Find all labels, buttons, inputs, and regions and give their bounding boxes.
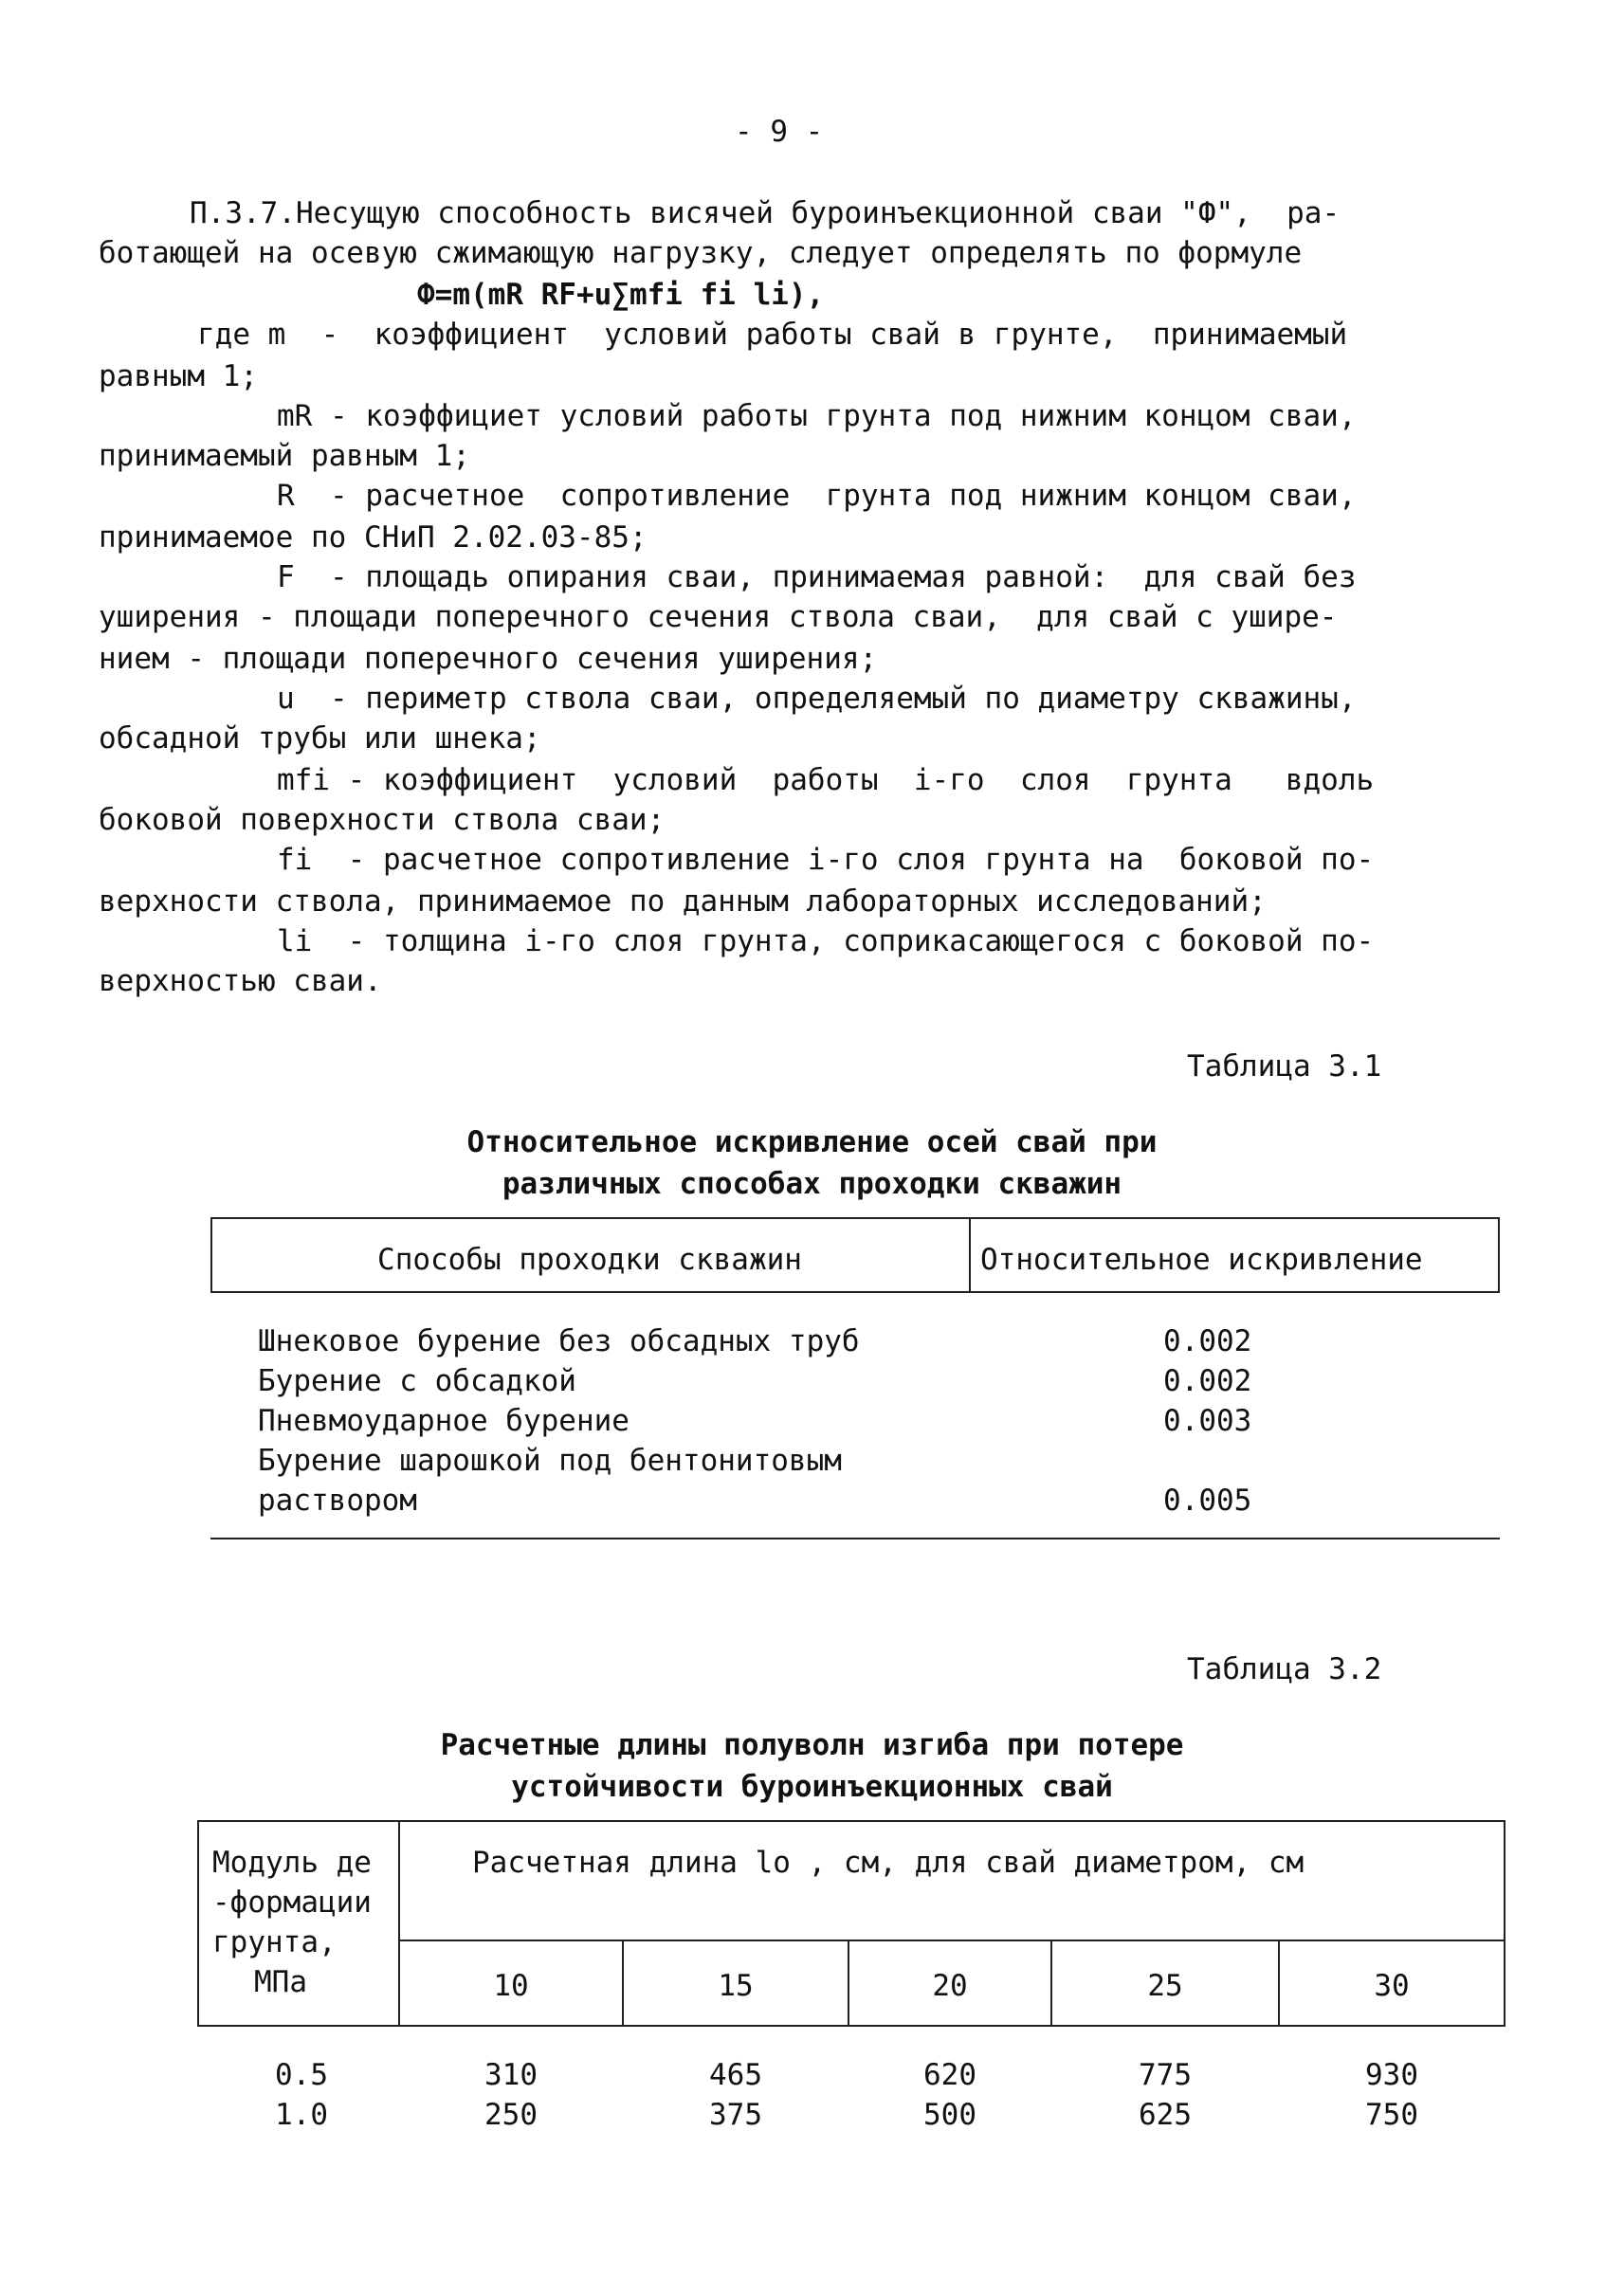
table2-top-border <box>197 1820 1505 1822</box>
table1 <box>210 1217 1500 1539</box>
table2-diameter-header: 30 <box>1374 1969 1410 2003</box>
table2-cell: 250 <box>484 2098 538 2132</box>
table2-first-header-line: Модуль де <box>212 1846 372 1880</box>
definition-mr-cont: принимаемый равным 1; <box>99 439 470 473</box>
table2-title-line1: Расчетные длины полуволн изгиба при потере <box>440 1728 1184 1762</box>
definition-r-cont: принимаемое по СНиП 2.02.03-85; <box>99 520 648 555</box>
formula: Ф=m(mR RF+u∑mfi fi li), <box>417 278 825 312</box>
paragraph-line-3: где m - коэффициент условий работы свай в грунте, принимаемый <box>197 318 1348 352</box>
table1-row-method: Шнековое бурение без обсадных труб <box>258 1324 860 1358</box>
table2-first-header-line: грунта, <box>212 1925 337 1959</box>
page-number: - 9 - <box>735 115 824 149</box>
table2-caption: Таблица 3.2 <box>1187 1652 1382 1686</box>
definition-mr-lead: mR - коэффициет условий работы грунта под нижним концом сваи, <box>277 399 1357 433</box>
definition-mfi-lead: mfi - коэффициент условий работы i-го слоя грунта вдоль <box>277 763 1375 797</box>
table2-first-header-line: МПа <box>254 1965 307 1999</box>
table2-first-header-line: -формации <box>212 1885 372 1920</box>
definition-li-lead: li - толщина i-го слоя грунта, соприкасающегося с боковой по- <box>277 924 1375 958</box>
table1-row-method: раствором <box>258 1484 417 1518</box>
table1-top-border <box>210 1217 1500 1219</box>
definition-u-cont: обсадной трубы или шнека; <box>99 721 541 756</box>
table2-cell: 775 <box>1139 2058 1192 2092</box>
table2-cell: 465 <box>709 2058 762 2092</box>
table1-row-method: Бурение с обсадкой <box>258 1364 576 1398</box>
definition-mfi-cont: боковой поверхности ствола сваи; <box>99 803 666 837</box>
table1-caption: Таблица 3.1 <box>1187 1049 1382 1084</box>
definition-u-lead: u - периметр ствола сваи, определяемый по диаметру скважины, <box>277 682 1357 716</box>
table1-column-divider <box>969 1217 971 1293</box>
table2-header-rule <box>197 2025 1505 2027</box>
table1-bottom-border <box>210 1538 1500 1539</box>
table2-cell: 310 <box>484 2058 538 2092</box>
table1-header-rule <box>210 1291 1500 1293</box>
table1-row-method: Бурение шарошкой под бентонитовым <box>258 1444 842 1478</box>
table2-title-line2: устойчивости буроинъекционных свай <box>511 1770 1113 1804</box>
table1-row-value: 0.002 <box>1163 1364 1252 1398</box>
table2-group-header: Расчетная длина lo , см, для свай диаметром, см <box>472 1846 1305 1880</box>
table1-header-method: Способы проходки скважин <box>377 1243 802 1277</box>
table2-cell: 620 <box>923 2058 976 2092</box>
table2-diameter-header: 25 <box>1147 1969 1183 2003</box>
table1-header-curvature: Относительное искривление <box>980 1243 1423 1277</box>
table2-diameter-header: 15 <box>718 1969 754 2003</box>
table2-row-modulus: 1.0 <box>275 2098 328 2132</box>
table2-diameter-header: 20 <box>932 1969 968 2003</box>
paragraph-line-2: ботающей на осевую сжимающую нагрузку, следует определять по формуле <box>99 236 1303 270</box>
definition-li-cont: верхностью сваи. <box>99 964 382 998</box>
table2-cell: 930 <box>1365 2058 1418 2092</box>
table2-right-border <box>1504 1820 1505 2027</box>
table1-row-value: 0.005 <box>1163 1484 1252 1518</box>
table1-row-value: 0.003 <box>1163 1404 1252 1438</box>
definition-fi-cont: верхности ствола, принимаемое по данным лабораторных исследований; <box>99 884 1267 919</box>
paragraph-line-4: равным 1; <box>99 359 258 393</box>
table1-row-value: 0.002 <box>1163 1324 1252 1358</box>
table2-cell: 750 <box>1365 2098 1418 2132</box>
definition-fi-lead: fi - расчетное сопротивление i-го слоя грунта на боковой по- <box>277 843 1375 877</box>
table1-title-line1: Относительное искривление осей свай при <box>466 1125 1158 1159</box>
table1-title-line2: различных способах проходки скважин <box>502 1167 1122 1201</box>
table2-diameter-header: 10 <box>493 1969 529 2003</box>
paragraph-line-1: П.3.7.Несущую способность висячей буроинъекционной сваи "Ф", ра- <box>190 196 1341 230</box>
table1-row-method: Пневмоударное бурение <box>258 1404 630 1438</box>
table2-cell: 375 <box>709 2098 762 2132</box>
definition-r-lead: R - расчетное сопротивление грунта под нижним концом сваи, <box>277 479 1357 513</box>
definition-f-cont2: нием - площади поперечного сечения уширения; <box>99 642 878 676</box>
definition-f-lead: F - площадь опирания сваи, принимаемая равной: для свай без <box>277 560 1357 594</box>
table2-row-modulus: 0.5 <box>275 2058 328 2092</box>
table2-cell: 625 <box>1139 2098 1192 2132</box>
table2 <box>197 1820 1505 2142</box>
table2-subheader-rule <box>398 1940 1505 1941</box>
table1-right-border <box>1498 1217 1500 1293</box>
table2-cell: 500 <box>923 2098 976 2132</box>
table2-left-border <box>197 1820 199 2027</box>
definition-f-cont: уширения - площади поперечного сечения ствола сваи, для свай с ушире- <box>99 600 1338 634</box>
